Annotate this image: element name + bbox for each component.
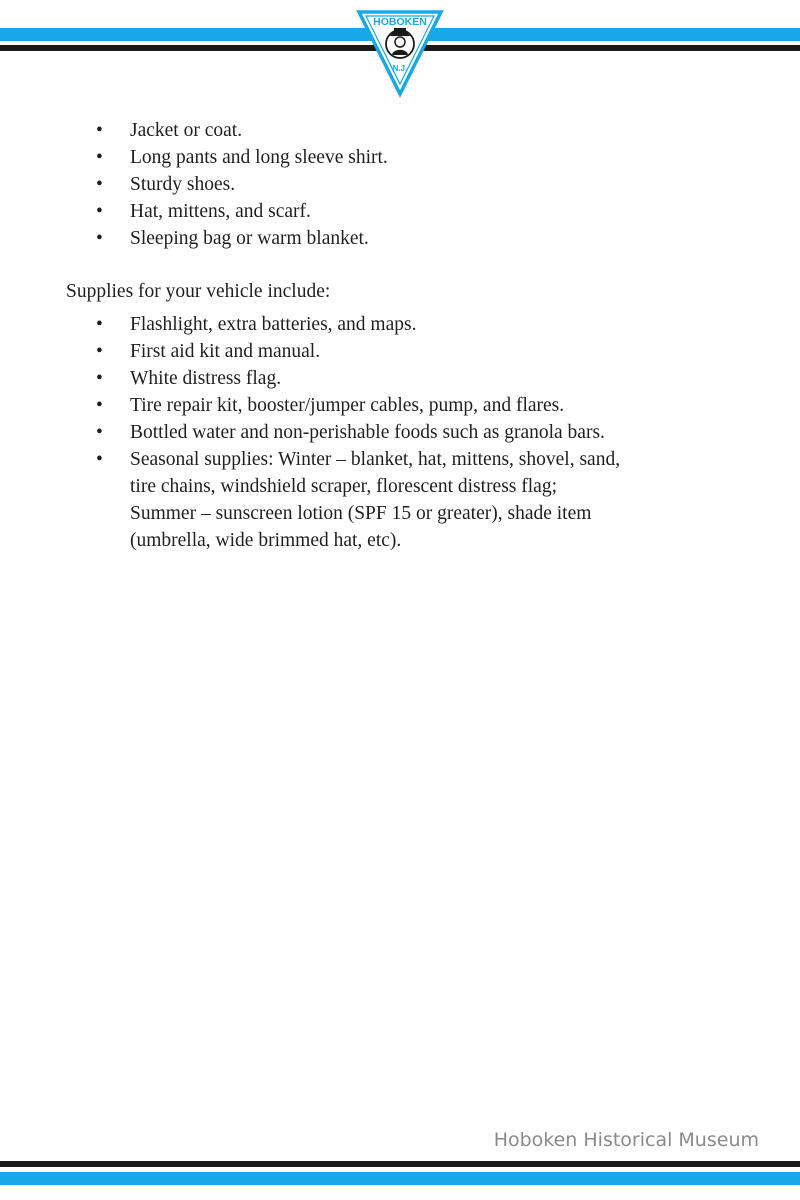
list-item [66, 365, 746, 392]
list-item [66, 144, 746, 171]
seasonal-line: tire chains, windshield scraper, florescent distress flag; [130, 476, 558, 497]
footer-black-stripe [0, 1161, 800, 1167]
list-item-seasonal [66, 446, 746, 554]
list-item [66, 392, 746, 419]
footer-blue-stripe [0, 1172, 800, 1185]
bullet: • [96, 228, 103, 249]
bullet: • [96, 120, 103, 141]
list-item [66, 225, 746, 252]
logo-bottom-text: N.J. [392, 64, 408, 73]
list-item [66, 311, 746, 338]
vehicle-supplies-intro: Supplies for your vehicle include: [66, 281, 331, 302]
list-item [66, 419, 746, 446]
bullet: • [96, 174, 103, 195]
list-item-text: White distress flag. [130, 368, 282, 389]
logo-top-text: HOBOKEN [373, 16, 427, 28]
museum-footer-text: Hoboken Historical Museum [493, 1129, 759, 1151]
list-item-text: First aid kit and manual. [130, 341, 321, 362]
list-item [66, 117, 746, 144]
clothing-list [66, 117, 746, 252]
bullet: • [96, 341, 103, 362]
list-item-text: Jacket or coat. [130, 120, 243, 141]
list-item-text: Sleeping bag or warm blanket. [130, 228, 369, 249]
bullet: • [96, 314, 103, 335]
hoboken-logo [356, 8, 444, 98]
list-item [66, 198, 746, 225]
list-item-text: Long pants and long sleeve shirt. [130, 147, 388, 168]
list-item-text: Hat, mittens, and scarf. [130, 201, 311, 222]
bullet: • [96, 395, 103, 416]
list-item-text: Flashlight, extra batteries, and maps. [130, 314, 417, 335]
document-body [66, 117, 746, 554]
vehicle-supplies-list [66, 311, 746, 554]
list-item-text: Bottled water and non-perishable foods such as granola bars. [130, 422, 605, 443]
bullet: • [96, 422, 103, 443]
bullet: • [96, 201, 103, 222]
bullet: • [96, 449, 103, 470]
seasonal-line: (umbrella, wide brimmed hat, etc). [130, 530, 402, 551]
seasonal-line: Summer – sunscreen lotion (SPF 15 or greater), shade item [130, 503, 592, 524]
bullet: • [96, 147, 103, 168]
list-item [66, 338, 746, 365]
list-item [66, 171, 746, 198]
list-item-text: Tire repair kit, booster/jumper cables, pump, and flares. [130, 395, 565, 416]
bullet: • [96, 368, 103, 389]
list-item-text: Sturdy shoes. [130, 174, 236, 195]
seasonal-line: Seasonal supplies: Winter – blanket, hat, mittens, shovel, sand, [130, 449, 621, 470]
